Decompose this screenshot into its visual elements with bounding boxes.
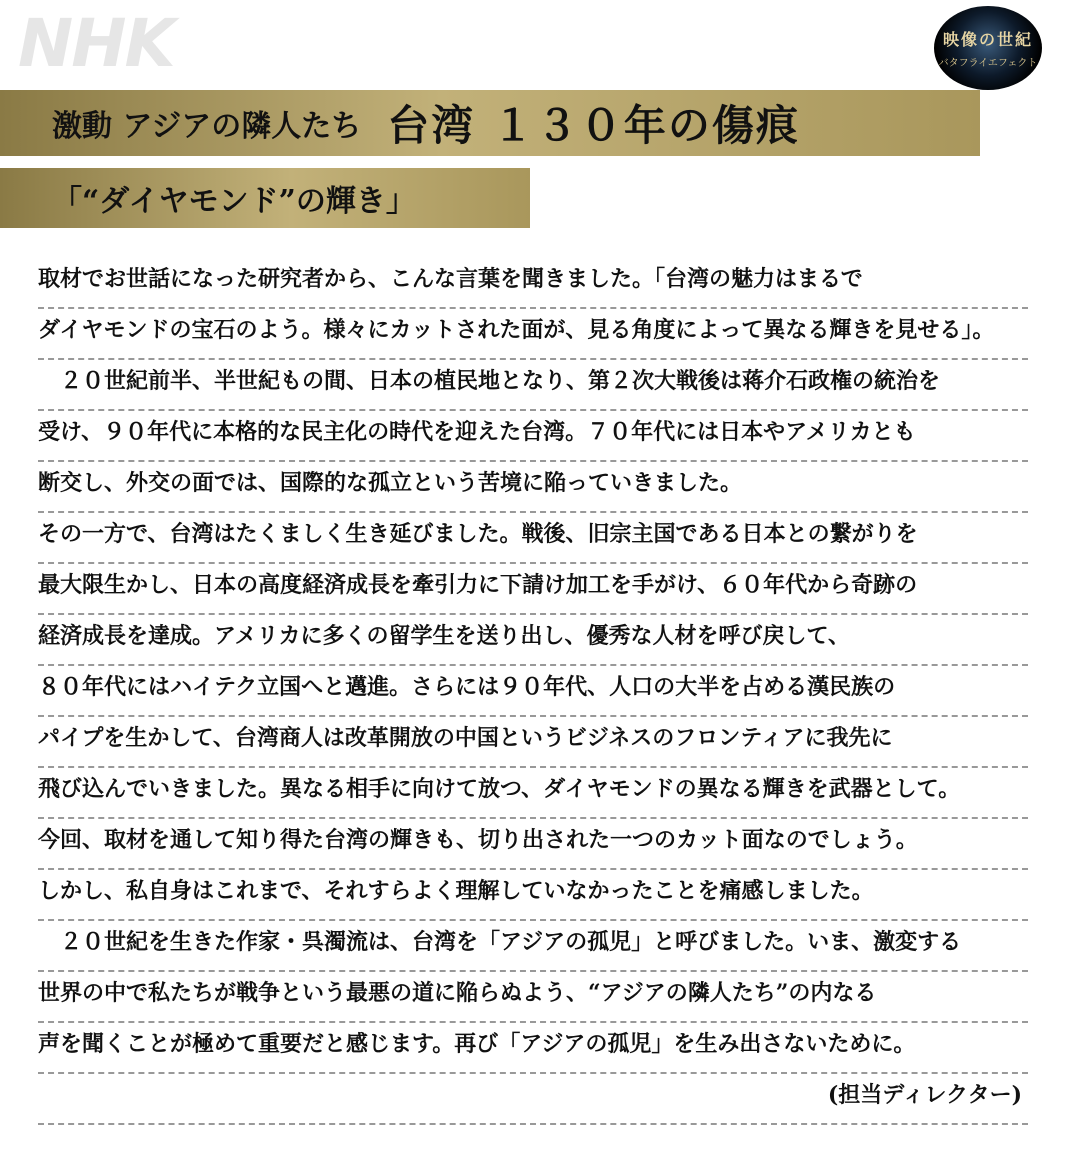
essay-line: 受け、９０年代に本格的な民主化の時代を迎えた台湾。７０年代には日本やアメリカとも xyxy=(38,411,1028,462)
essay-line: 断交し、外交の面では、国際的な孤立という苦境に陥っていきました。 xyxy=(38,462,1028,513)
essay-line: その一方で、台湾はたくましく生き延びました。戦後、旧宗主国である日本との繋がりを xyxy=(38,513,1028,564)
title-band xyxy=(0,90,980,156)
essay-body xyxy=(38,258,1028,1125)
essay-line: 世界の中で私たちが戦争という最悪の道に陥らぬよう、“アジアの隣人たち”の内なる xyxy=(38,972,1028,1023)
episode-title: 台湾 １３０年の傷痕 xyxy=(387,101,800,150)
emblem-subtitle: バタフライエフェクト xyxy=(938,58,1038,69)
emblem-title: 映像の世紀 xyxy=(942,30,1033,49)
essay-line: しかし、私自身はこれまで、それすらよく理解していなかったことを痛感しました。 xyxy=(38,870,1028,921)
program-emblem xyxy=(934,6,1042,90)
essay-line: ８０年代にはハイテク立国へと邁進。さらには９０年代、人口の大半を占める漢民族の xyxy=(38,666,1028,717)
nhk-logo: NHK xyxy=(18,5,174,82)
essay-line: ２０世紀を生きた作家・呉濁流は、台湾を「アジアの孤児」と呼びました。いま、激変する xyxy=(38,921,1028,972)
essay-line: 今回、取材を通して知り得た台湾の輝きも、切り出された一つのカット面なのでしょう。 xyxy=(38,819,1028,870)
essay-line: 声を聞くことが極めて重要だと感じます。再び「アジアの孤児」を生み出さないために。 xyxy=(38,1023,1028,1074)
essay-line: 取材でお世話になった研究者から、こんな言葉を聞きました。「台湾の魅力はまるで xyxy=(38,258,1028,309)
essay-line: 最大限生かし、日本の高度経済成長を牽引力に下請け加工を手がけ、６０年代から奇跡の xyxy=(38,564,1028,615)
section-subtitle: 「“ダイヤモンド”の輝き」 xyxy=(52,184,416,219)
essay-line: ダイヤモンドの宝石のよう。様々にカットされた面が、見る角度によって異なる輝きを見せる」。 xyxy=(38,309,1028,360)
essay-line: パイプを生かして、台湾商人は改革開放の中国というビジネスのフロンティアに我先に xyxy=(38,717,1028,768)
subtitle-band xyxy=(0,168,530,228)
essay-line: 経済成長を達成。アメリカに多くの留学生を送り出し、優秀な人材を呼び戻して、 xyxy=(38,615,1028,666)
essay-line: 飛び込んでいきました。異なる相手に向けて放つ、ダイヤモンドの異なる輝きを武器として。 xyxy=(38,768,1028,819)
essay-line: ２０世紀前半、半世紀もの間、日本の植民地となり、第２次大戦後は蒋介石政権の統治を xyxy=(38,360,1028,411)
series-title: 激動 アジアの隣人たち xyxy=(52,109,362,144)
signature: (担当ディレクター) xyxy=(38,1074,1028,1125)
